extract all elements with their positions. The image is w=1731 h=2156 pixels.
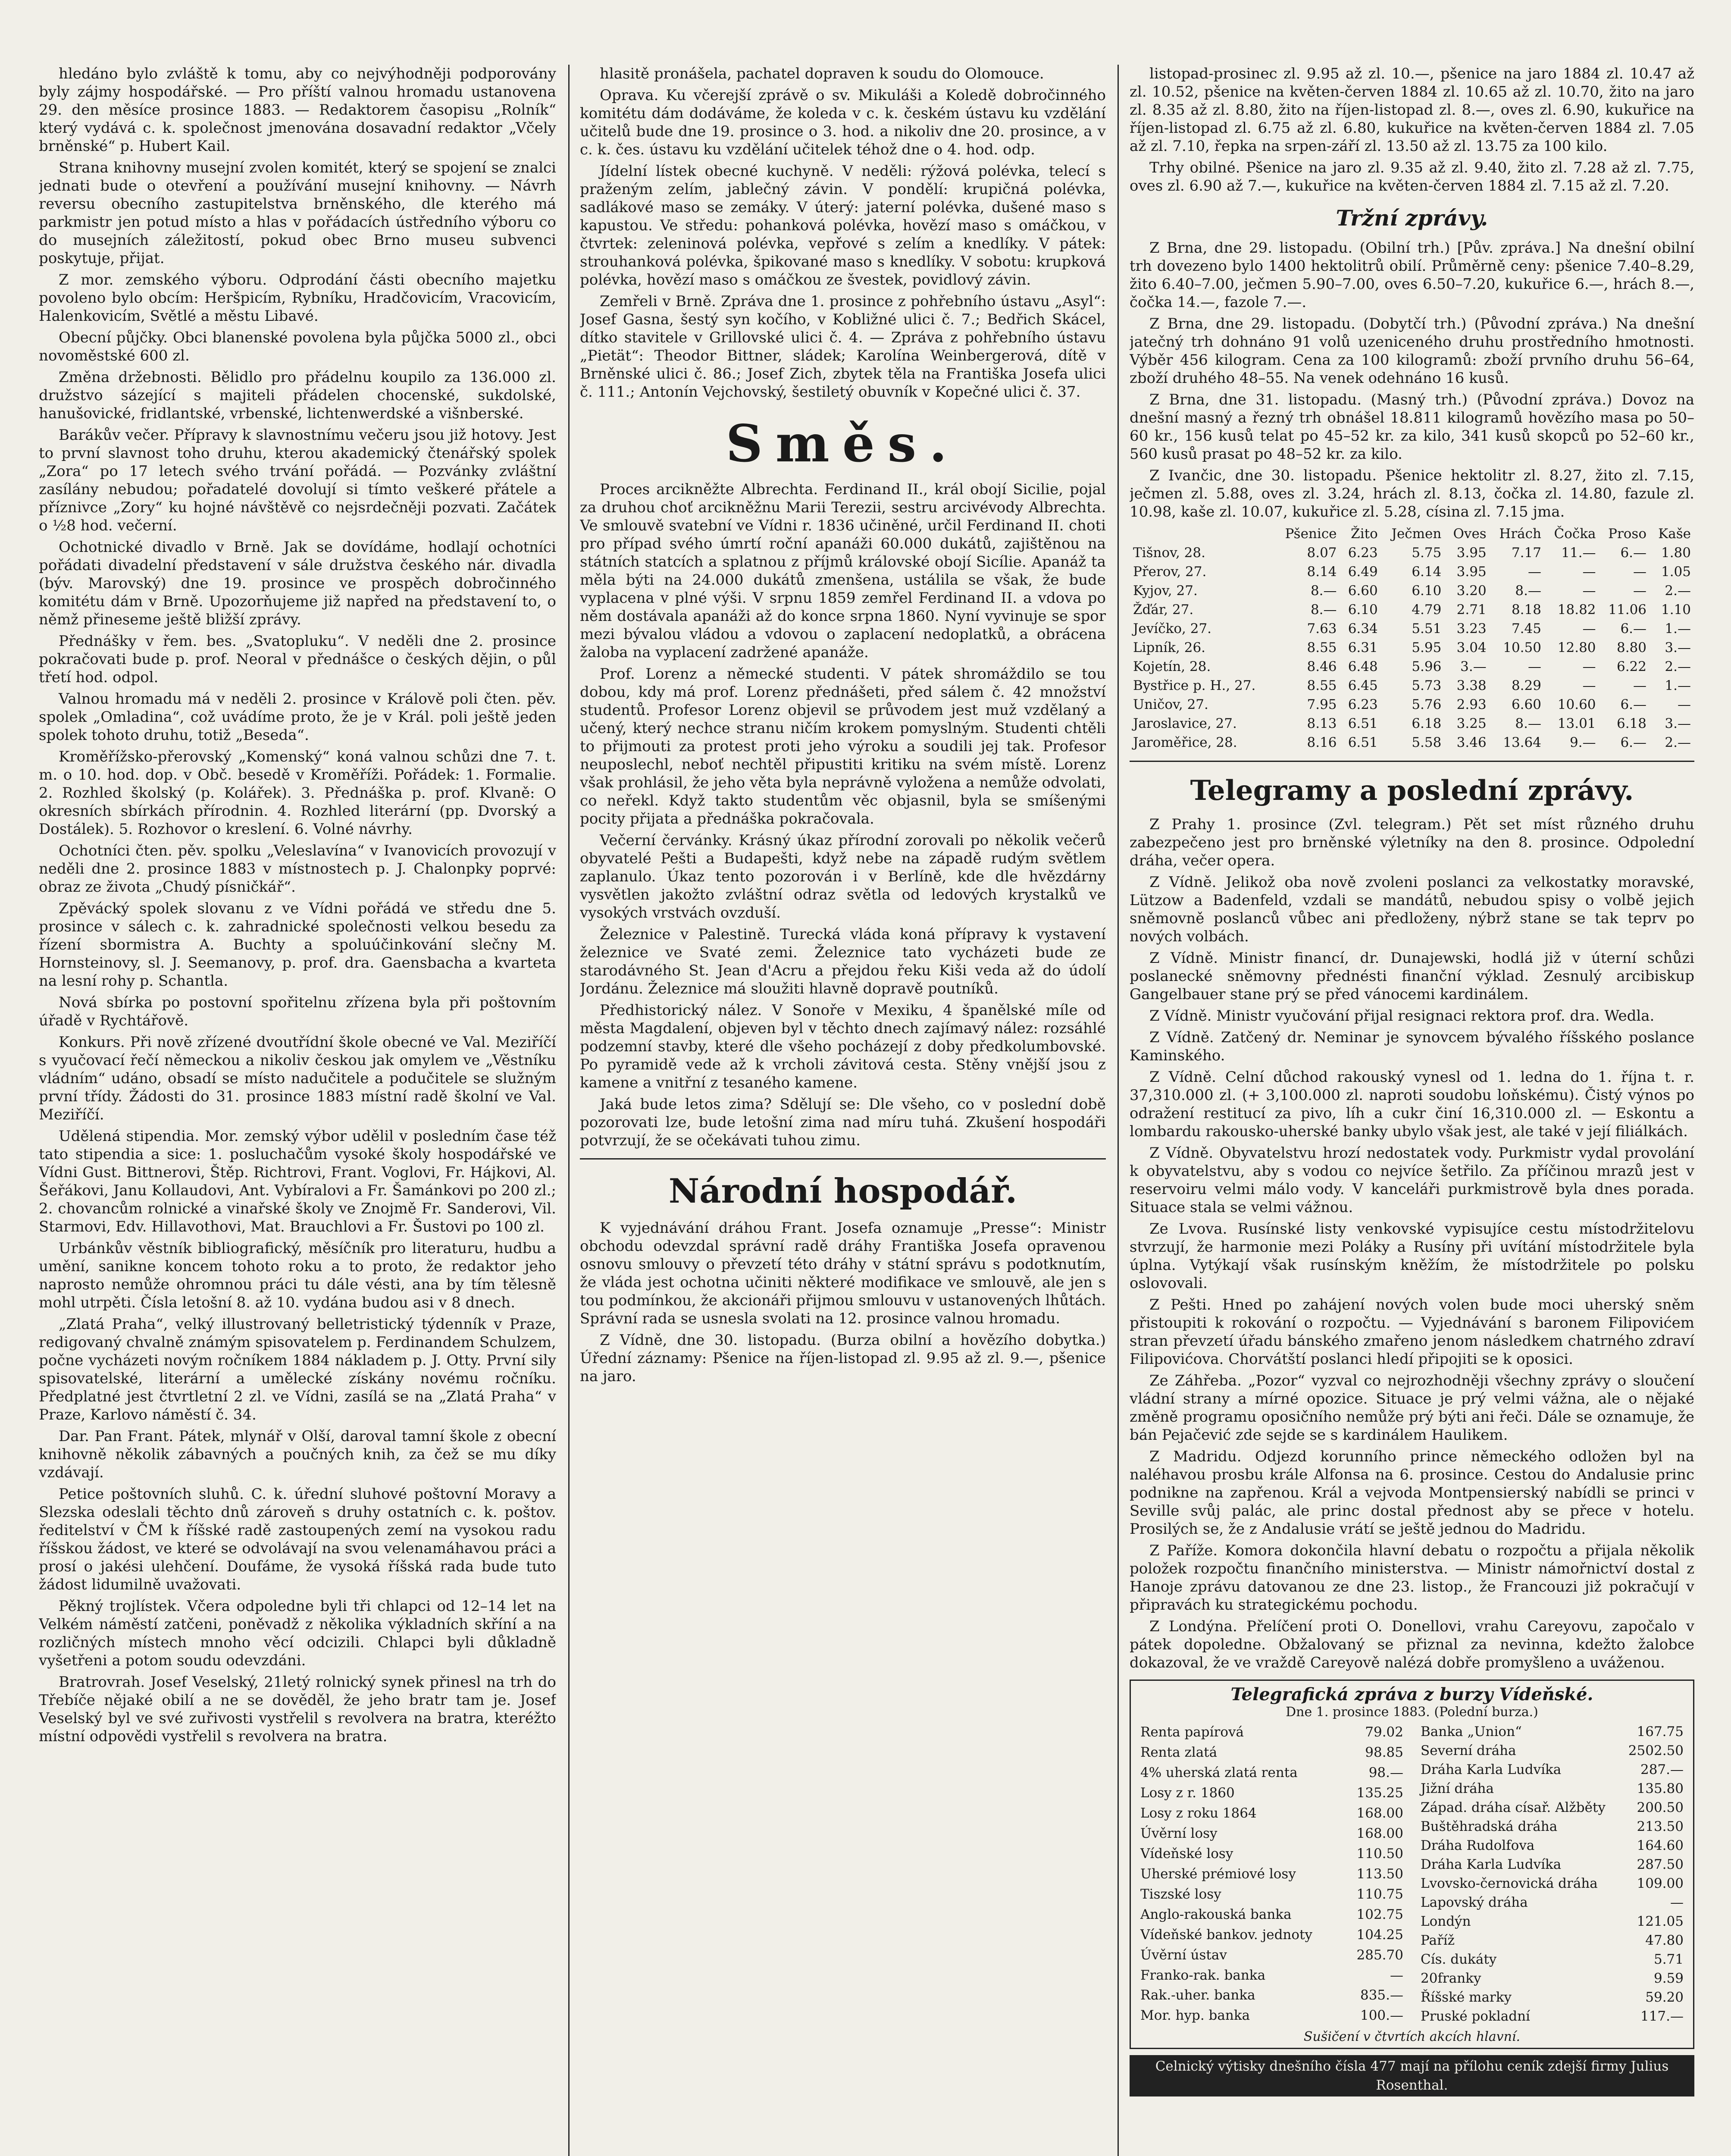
article-paragraph: Z mor. zemského výboru. Odprodání části obecního majetku povoleno bylo obcím: Heršpicím, Rybníku, Hradčovicím, Vracovicím, Halenkovicím, Světlé a městu Libavé. xyxy=(39,271,556,325)
article-paragraph: Ze Záhřeba. „Pozor“ vyzval co nejrozhodněji všechny zprávy o sloučení vládní strany a mírné opozice. Situace je prý velmi vážna, ale o nějaké změně programu oposičního nemůže prý býti ani řeči. Dále se oznamuje, že bán Pejačević zde sejde se s kardinálem Haulikem. xyxy=(1130,1372,1694,1444)
table-header-cell xyxy=(1130,524,1274,543)
article-paragraph: Urbánkův věstník bibliografický, měsíčník pro literaturu, hudbu a umění, sanikne koncem tohoto roku a to proto, že redaktor jeho naprosto nemůže ohromnou práci tu dále vésti, ana by tím tělesně mohl utrpěti. Čísla letošní 8. až 10. vydána budou asi v 8 dnech. xyxy=(39,1240,556,1311)
table-cell: 3.23 xyxy=(1456,621,1487,636)
table-cell: Lipník, 26. xyxy=(1133,640,1206,655)
economy-news xyxy=(580,1219,1106,1385)
table-cell: Říšské marky xyxy=(1421,1990,1512,2005)
table-cell: 13.01 xyxy=(1557,716,1596,731)
table-cell: — xyxy=(1528,659,1541,674)
table-row xyxy=(1137,1965,1407,1985)
table-cell: 6.22 xyxy=(1616,659,1647,674)
table-row xyxy=(1130,714,1694,733)
table-cell: Vídeňské bankov. jednoty xyxy=(1140,1927,1313,1943)
table-cell: 8.16 xyxy=(1307,735,1337,750)
table-header-cell: Pšenice xyxy=(1285,526,1337,542)
table-row xyxy=(1417,1741,1687,1760)
table-cell: 9.59 xyxy=(1653,1971,1684,1986)
market-price-table xyxy=(1130,524,1694,752)
table-cell: 98.— xyxy=(1368,1765,1403,1781)
table-cell: 6.18 xyxy=(1616,716,1647,731)
article-paragraph: Z Paříže. Komora dokončila hlavní debatu o rozpočtu a přijala několik položek rozpočtu finančního ministerstva. — Ministr námořnictví dostal z Hanoje zprávu datovanou ze dne 23. listop., že Francouzi již pokračují v připravách ku strategickému pochodu. xyxy=(1130,1542,1694,1614)
table-cell: Paříž xyxy=(1421,1933,1455,1948)
table-cell: 3.04 xyxy=(1456,640,1487,655)
market-reports xyxy=(1130,239,1694,521)
article-paragraph: Z Brna, dne 31. listopadu. (Masný trh.) (Původní zpráva.) Dovoz na dnešní masný a řezný trh obnášel 18.811 kilogramů hovězího masa po 50–60 kr., 156 kusů telat po 45–52 kr. za kilo, 341 kusů skopců po 52–60 kr., 560 kusů prasat po 48–52 kr. za kilo. xyxy=(1130,391,1694,463)
table-cell: 104.25 xyxy=(1356,1927,1403,1943)
table-cell: 168.00 xyxy=(1356,1826,1403,1842)
table-cell: Severní dráha xyxy=(1421,1743,1516,1758)
table-cell: 287.— xyxy=(1640,1762,1684,1777)
table-cell: 3.20 xyxy=(1456,583,1487,599)
table-cell: — xyxy=(1582,621,1596,636)
table-header-cell: Oves xyxy=(1453,526,1487,542)
article-paragraph: Změna držebnosti. Bělidlo pro přádelnu koupilo za 136.000 zl. družstvo sázející s majiteli přádelen chocenské, sukdolské, hanušovické, fridlantské, vrbenské, lichtenwerdské a višnberské. xyxy=(39,369,556,422)
supplement-notice: Celnický výtisky dnešního čísla 477 mají na přílohu ceník zdejší firmy Julius Rosenthal. xyxy=(1130,2055,1694,2096)
table-row xyxy=(1137,1803,1407,1824)
table-cell: 6.51 xyxy=(1348,735,1378,750)
table-cell: 8.18 xyxy=(1511,602,1541,617)
table-cell: 100.— xyxy=(1360,2008,1403,2024)
exchange-note: Sušičení v čtvrtích akcích hlavní. xyxy=(1303,2029,1521,2044)
article-paragraph: Barákův večer. Přípravy k slavnostnímu večeru jsou již hotovy. Jest to první slavnost toho druhu, kterou akademický čtenářský spolek „Zora“ po 17 letech svého trvání pořádá. — Pozvánky zvláštní zasílány nebudou; pořadatelé dovolují si tímto veškeré přátele a příznivce „Zory“ ku hojné návštěvě co nejsrdečněji pozvati. Začátek o ½8 hod. večerní. xyxy=(39,426,556,534)
table-cell: 5.73 xyxy=(1412,678,1442,693)
table-cell: Žďár, 27. xyxy=(1133,602,1194,617)
table-cell: 1.10 xyxy=(1661,602,1691,617)
table-header-cell: Ječmen xyxy=(1391,526,1442,542)
table-cell: 3.— xyxy=(1460,659,1487,674)
table-cell: 6.— xyxy=(1620,621,1647,636)
table-cell: Losy z r. 1860 xyxy=(1140,1785,1235,1801)
table-cell: 13.64 xyxy=(1503,735,1541,750)
grain-prices xyxy=(1130,65,1694,195)
article-paragraph: Z Vídně. Jelikož oba nově zvoleni poslanci za velkostatky moravské, Lützow a Badenfeld, vzdali se mandátů, nebudou spisy o volbě jejich sněmovně poslanců vůbec ani předloženy, nýbrž stane se tak teprv po nových volbách. xyxy=(1130,874,1694,945)
table-cell: 2.— xyxy=(1665,735,1691,750)
table-cell: 8.55 xyxy=(1307,678,1337,693)
table-cell: 6.10 xyxy=(1412,583,1442,599)
table-row xyxy=(1130,543,1694,562)
table-cell: 5.75 xyxy=(1412,545,1442,561)
article-paragraph: Předhistorický nález. V Sonoře v Mexiku, 4 španělské míle od města Magdalení, objeven byl v těchto dnech zajímavý nález: rozsáhlé podzemní stavby, které dle všeho pocházejí z doby předkolumbovské. Po pyramidě vede až k vrcholi závitová cesta. Stěny vnější jsou z kamene a vnitřní z tesaného kamene. xyxy=(580,1002,1106,1091)
article-paragraph: Z Vídně. Ministr vyučování přijal resignaci rektora prof. dra. Wedla. xyxy=(1149,1007,1655,1025)
table-cell: — xyxy=(1528,564,1541,580)
table-cell: 121.05 xyxy=(1637,1914,1684,1929)
table-cell: 5.71 xyxy=(1653,1952,1684,1967)
table-cell: 47.80 xyxy=(1645,1933,1684,1948)
table-cell: 109.00 xyxy=(1637,1876,1684,1891)
table-row xyxy=(1137,1924,1407,1945)
article-paragraph: Z Vídně. Obyvatelstvu hrozí nedostatek vody. Purkmistr vydal provolání k obyvatelstvu, aby s vodou co nejvíce šetřilo. Za příčinou mrazů jest v reservoiru velmi málo vody. V kanceláři purkmistrově byla dnes porada. Situace stala se velmi vážnou. xyxy=(1130,1144,1694,1216)
table-cell: 135.80 xyxy=(1637,1781,1684,1796)
table-header-cell: Čočka xyxy=(1554,526,1596,542)
article-paragraph: Z Londýna. Přelíčení proti O. Donellovi, vrahu Careyovu, započalo v pátek dopoledne. Obžalovaný se přiznal za nevinna, kdežto žalobce dokazoval, že ve vraždě Careyově nalézá dobře promyšleno a uváženou. xyxy=(1130,1618,1694,1671)
table-cell: Lapovský dráha xyxy=(1421,1895,1528,1910)
table-cell: 6.51 xyxy=(1348,716,1378,731)
table-cell: 7.95 xyxy=(1307,697,1337,712)
table-cell: Losy z roku 1864 xyxy=(1140,1805,1257,1821)
column-left xyxy=(39,65,556,2156)
article-paragraph: Nová sbírka po postovní spořitelnu zřízena byla při poštovním úřadě v Rychtářově. xyxy=(39,994,556,1029)
table-cell: 11.— xyxy=(1561,545,1596,561)
table-cell: 6.— xyxy=(1620,697,1647,712)
table-cell: 8.80 xyxy=(1616,640,1647,655)
table-cell: 1.05 xyxy=(1661,564,1691,580)
table-cell: 7.17 xyxy=(1511,545,1541,561)
table-cell: 6.60 xyxy=(1348,583,1378,599)
article-paragraph: Z Brna, dne 29. listopadu. (Obilní trh.) [Pův. zpráva.] Na dnešní obilní trh dovezeno bylo 1400 hektolitrů obilí. Průměrně ceny: pšenice 7.40–8.29, žito 6.40–7.00, ječmen 5.90–7.00, oves 6.50–7.20, kukuřice 6.—, hrách 8.—, čočka 14.—, fazole 7.—. xyxy=(1130,239,1694,311)
article-paragraph: Pěkný trojlístek. Včera odpoledne byli tři chlapci od 12–14 let na Velkém náměstí zatčeni, poněvadž z několika výkladních skříní a na rozličných místech mnoho věcí odcizili. Chlapci byli důkladně vyšetřeni a potom soudu odevzdáni. xyxy=(39,1598,556,1669)
article-paragraph: Z Brna, dne 29. listopadu. (Dobytčí trh.) (Původní zpráva.) Na dnešní jatečný trh dohnáno 91 volů uzeniceného druhu prostředního hmotnosti. Výběr 456 kilogram. Cena za 100 kilogramů: zboží prvního druhu 56–64, zboží druhého 48–55. Na venek odehnáno 16 kusů. xyxy=(1130,315,1694,387)
table-cell: 285.70 xyxy=(1356,1947,1403,1963)
table-cell: Renta papírová xyxy=(1140,1724,1244,1740)
table-cell: Úvěrní losy xyxy=(1140,1826,1218,1842)
table-cell: Dráha Karla Ludvíka xyxy=(1421,1857,1562,1872)
article-paragraph: Proces arcikněžte Albrechta. Ferdinand II., král obojí Sicilie, pojal za druhou choť arcikněžnu Marii Terezii, sestru arcivévody Albrechta. Ve smlouvě svatební ve Vídni r. 1836 učiněné, určil Ferdinand II. choti pro případ svého úmrtí roční apanáži 60.000 dukátů, zajištěnou na státních statcích a splatnou z příjmů královské obojí Sicílie. Apanáž ta měla býti na 24.000 dukátů zmenšena, ustálila se však, že bude vyplacena v plné výši. V srpnu 1859 zemřel Ferdinand II. a vdova po něm dostávala apanáži až do konce srpna 1860. Nyní vyvinuje se spor mezi bývalou vládou a vdovou o zaplacení nedoplatků, a obrácena žaloba na vyplacení zadržené apanáže. xyxy=(580,481,1106,661)
table-cell: 2502.50 xyxy=(1628,1743,1684,1758)
table-cell: 168.00 xyxy=(1356,1805,1403,1821)
table-cell: 110.50 xyxy=(1356,1846,1403,1861)
article-paragraph: Trhy obilné. Pšenice na jaro zl. 9.35 až zl. 9.40, žito zl. 7.28 až zl. 7.75, oves zl. 6.90 až 7.—, kukuřice na květen-červen 1884 zl. 7.15 až zl. 7.20. xyxy=(1130,159,1694,194)
table-header-cell: Proso xyxy=(1608,526,1647,542)
table-cell: — xyxy=(1582,564,1596,580)
table-cell: 167.75 xyxy=(1637,1724,1684,1739)
article-paragraph: Valnou hromadu má v neděli 2. prosince v Králově poli čten. pěv. spolek „Omladina“, což uvádíme proto, že je v Král. poli ještě jeden spolek tohoto druhu, totiž „Beseda“. xyxy=(39,690,556,744)
table-cell: Kojetín, 28. xyxy=(1133,659,1211,674)
table-cell: 6.34 xyxy=(1348,621,1378,636)
table-row xyxy=(1417,1760,1687,1779)
table-cell: Pruské pokladní xyxy=(1421,2009,1530,2024)
table-cell: 135.25 xyxy=(1356,1785,1403,1801)
table-cell: Bystřice p. H., 27. xyxy=(1133,678,1256,693)
article-paragraph: Z Madridu. Odjezd korunního prince německého odložen byl na naléhavou prosbu krále Alfonsa na 6. prosince. Cestou do Andalusie princ podnikne na zapřenou. Král a vejvoda Montpensierský nabídli se princi v Seville svůj palác, ale princ dostal přednost aby se přece v hotelu. Prosilých se, že z Andalusie vrátí se ještě jednou do Madridu. xyxy=(1130,1448,1694,1538)
article-paragraph: Jídelní lístek obecné kuchyně. V neděli: rýžová polévka, telecí s praženým zelím, jablečný závin. V pondělí: krupičná polévka, sadlákové maso se zemáky. V úterý: jaterní polévka, dušené maso s kapustou. Ve středu: pohanková polévka, hovězí maso s omáčkou, v čtvrtek: zeleninová polévka, vepřové s zelím a knedlíky. V pátek: strouhanková polévka, špikované maso s knedlíky. V sobotu: krupková polévka, hovězí maso s omáčkou ze švestek, povidlový závin. xyxy=(580,163,1106,288)
column-right xyxy=(1130,65,1694,2156)
article-paragraph: Konkurs. Při nově zřízené dvoutřídní škole obecné ve Val. Meziříčí s vyučovací řečí německou a nikoliv českou jak omylem ve „Věstníku vládním“ udáno, obsadí se místo nadučitele a podučitele se služným první třídy. Žádosti do 31. prosince 1883 místní radě školní ve Val. Meziříčí. xyxy=(39,1034,556,1123)
table-cell: 7.63 xyxy=(1307,621,1337,636)
article-paragraph: Zemřeli v Brně. Zpráva dne 1. prosince z pohřebního ústavu „Asyl“: Josef Gasna, šestý syn kočího, v Kobližné ulici č. 7.; Bedřich Skácel, dítko stavitele v Grillovské ulici č. 4. — Zpráva z pohřebního ústavu „Pietät“: Theodor Bittner, sládek; Karolína Weinbergerová, dítě v Brněnské ulici č. 86.; Josef Zich, zbytek těla na Františka Josefa ulici č. 111.; Antonín Vejchovský, šestiletý obuvník v Kopečné ulici č. 37. xyxy=(580,293,1106,401)
table-cell: Dráha Rudolfova xyxy=(1421,1838,1535,1853)
table-cell: — xyxy=(1582,583,1596,599)
article-paragraph: Jaká bude letos zima? Sdělují se: Dle všeho, co v poslední době pozorovati lze, bude letošní zima nad míru tuhá. Zkušení hospodáři potvrzují, že se očekávati tuhou zimu. xyxy=(580,1096,1106,1149)
table-cell: 6.23 xyxy=(1348,697,1378,712)
article-paragraph: Bratrovrah. Josef Veselský, 21letý rolnický synek přinesl na trh do Třebíče nějaké obilí a ne se dověděl, že jeho bratr tam je. Josef Veselský byl ve své zuřivosti vystřelil s revolvera na bratra, kteréžto místní odpovědi vystřelil s revolvera na bratra. xyxy=(39,1673,556,1745)
table-cell: 6.45 xyxy=(1348,678,1378,693)
table-cell: Přerov, 27. xyxy=(1133,564,1207,580)
table-cell: 6.48 xyxy=(1348,659,1378,674)
table-row xyxy=(1417,1779,1687,1798)
table-row xyxy=(1417,1798,1687,1817)
table-row xyxy=(1137,1945,1407,1965)
table-cell: 835.— xyxy=(1360,1987,1403,2003)
table-cell: 5.58 xyxy=(1412,735,1442,750)
table-cell: — xyxy=(1678,697,1691,712)
table-cell: Lvovsko-černovická dráha xyxy=(1421,1876,1598,1891)
table-row xyxy=(1137,1742,1407,1763)
table-cell: Dráha Karla Ludvíka xyxy=(1421,1762,1562,1777)
table-cell: Jaroměřice, 28. xyxy=(1133,735,1237,750)
table-cell: 8.29 xyxy=(1511,678,1541,693)
article-paragraph: Ze Lvova. Rusínské listy venkovské vypisujíce cestu místodržitelovu stvrzují, že harmonie mezi Poláky a Rusíny při uvítání místodržitele byla úplna. Vytýkají však rusínským kněžím, že místodržitele po polsku oslovovali. xyxy=(1130,1220,1694,1292)
table-cell: 3.— xyxy=(1665,640,1691,655)
table-row xyxy=(1137,1844,1407,1864)
table-cell: Vídeňské losy xyxy=(1140,1846,1233,1861)
table-cell: 6.31 xyxy=(1348,640,1378,655)
table-cell: 287.50 xyxy=(1637,1857,1684,1872)
table-cell: 12.80 xyxy=(1557,640,1596,655)
table-cell: Západ. dráha císař. Alžběty xyxy=(1421,1800,1606,1815)
article-paragraph: „Zlatá Praha“, velký illustrovaný belletristický týdenník v Praze, redigovaný chvalně známým spisovatelem p. Ferdinandem Schulzem, počne vycházeti novým ročníkem 1884 nákladem p. J. Otty. První sily spisovatelské, literární a umělecké získány novému ročníku. Předplatné jest čtvrtletní 2 zl. ve Vídni, zasílá se na „Zlatá Praha“ v Praze, Karlovo náměstí č. 34. xyxy=(39,1316,556,1423)
divider xyxy=(1130,761,1694,762)
table-cell: — xyxy=(1582,678,1596,693)
table-cell: Kyjov, 27. xyxy=(1133,583,1198,599)
table-cell: 8.— xyxy=(1515,716,1541,731)
table-cell: 2.71 xyxy=(1456,602,1487,617)
table-cell: Jižní dráha xyxy=(1421,1781,1494,1796)
exchange-table-right xyxy=(1417,1722,1687,2026)
table-cell: 110.75 xyxy=(1356,1886,1403,1902)
table-cell: 11.06 xyxy=(1608,602,1647,617)
table-cell: Buštěhradská dráha xyxy=(1421,1819,1558,1834)
article-paragraph: Zpěvácký spolek slovanu z ve Vídni pořádá ve středu dne 5. prosince v sálech c. k. zahradnické společnosti velkou besedu za řízení sbormistra A. Buchty a spoluúčinkování slečny M. Hornsteinovy, sl. J. Seemanovy, p. prof. dra. Gaensbacha a kvarteta na lesní rohy p. Schantla. xyxy=(39,900,556,990)
table-cell: 2.— xyxy=(1665,659,1691,674)
table-row xyxy=(1137,2006,1407,2026)
table-cell: 1.— xyxy=(1665,621,1691,636)
table-cell: Tiszské losy xyxy=(1140,1886,1221,1902)
table-header-cell: Žito xyxy=(1351,526,1378,542)
table-cell: 2.— xyxy=(1665,583,1691,599)
table-cell: 4% uherská zlatá renta xyxy=(1140,1765,1298,1781)
table-cell: 10.50 xyxy=(1503,640,1541,655)
table-cell: 5.51 xyxy=(1412,621,1442,636)
table-cell: 18.82 xyxy=(1557,602,1596,617)
table-cell: Mor. hyp. banka xyxy=(1140,2008,1250,2024)
table-cell: 200.50 xyxy=(1637,1800,1684,1815)
telegrams xyxy=(1130,815,1694,1672)
exchange-title: Telegrafická zpráva z burzy Vídeňské. xyxy=(1230,1684,1593,1705)
table-row xyxy=(1417,1893,1687,1912)
table-cell: 6.60 xyxy=(1511,697,1541,712)
table-cell: 9.— xyxy=(1569,735,1596,750)
table-cell: 6.14 xyxy=(1412,564,1442,580)
table-row xyxy=(1137,1783,1407,1803)
table-cell: — xyxy=(1390,1967,1403,1983)
table-cell: 8.46 xyxy=(1307,659,1337,674)
miscellany xyxy=(580,480,1106,1150)
column-rule xyxy=(568,65,570,2156)
table-cell: Banka „Union“ xyxy=(1421,1724,1522,1739)
table-row xyxy=(1130,695,1694,714)
article-paragraph: hlasitě pronášela, pachatel dopraven k soudu do Olomouce. xyxy=(600,65,1044,82)
table-row xyxy=(1137,1763,1407,1783)
table-row xyxy=(1417,1855,1687,1874)
article-paragraph: Z Prahy 1. prosince (Zvl. telegram.) Pět set míst různého druhu zabezpečeno jest pro brněnské výletníky na den 8. prosince. Odpolední dráha, večer opera. xyxy=(1130,816,1694,869)
table-cell: 1.80 xyxy=(1661,545,1691,561)
table-cell: 8.13 xyxy=(1307,716,1337,731)
table-cell: 79.02 xyxy=(1365,1724,1403,1740)
section-heading-telegramy: Telegramy a poslední zprávy. xyxy=(1190,774,1634,807)
column-rule xyxy=(1117,65,1119,2156)
local-news xyxy=(580,65,1106,401)
table-cell: — xyxy=(1582,659,1596,674)
article-paragraph: Přednášky v řem. bes. „Svatopluku“. V neděli dne 2. prosince pokračovati bude p. prof. Neoral v přednášce o českých dějin, o půl třetí hod. odpol. xyxy=(39,633,556,686)
article-paragraph: Dar. Pan Frant. Pátek, mlynář v Olší, daroval tamní škole z obecní knihovně několik zábavných a poučných knih, za čež se mu díky vzdávají. xyxy=(39,1428,556,1481)
table-cell: 10.60 xyxy=(1557,697,1596,712)
table-cell: 113.50 xyxy=(1356,1866,1403,1882)
table-row xyxy=(1130,733,1694,752)
table-cell: 8.07 xyxy=(1307,545,1337,561)
table-cell: 8.— xyxy=(1310,602,1337,617)
article-paragraph: Z Vídně, dne 30. listopadu. (Burza obilní a hovězího dobytka.) Úřední záznamy: Pšenice na říjen-listopad zl. 9.95 až zl. 9.—, pšenice na jaro. xyxy=(580,1332,1106,1385)
table-cell: Londýn xyxy=(1421,1914,1471,1929)
article-paragraph: Večerní červánky. Krásný úkaz přírodní zorovali po několik večerů obyvatelé Pešti a Budapešti, když nebe na západě rudým světlem zaplanulo. Úkaz tento pozorován i v Berlíně, kde dle hvězdárny vysvětlen jakožto zvláštní odraz světla od ledových krystalků ve vysokých vrstvách ovzduší. xyxy=(580,832,1106,921)
table-cell: 3.95 xyxy=(1456,564,1487,580)
table-cell: 3.— xyxy=(1665,716,1691,731)
exchange-table-left xyxy=(1137,1722,1407,2026)
table-cell: 3.46 xyxy=(1456,735,1487,750)
divider xyxy=(580,1158,1106,1159)
table-cell: 1.— xyxy=(1665,678,1691,693)
table-cell: Cís. dukáty xyxy=(1421,1952,1497,1967)
table-cell: 117.— xyxy=(1640,2009,1684,2024)
table-cell: 6.49 xyxy=(1348,564,1378,580)
table-cell: 4.79 xyxy=(1412,602,1442,617)
table-cell: Anglo-rakouská banka xyxy=(1140,1906,1292,1922)
article-paragraph: listopad-prosinec zl. 9.95 až zl. 10.—, pšenice na jaro 1884 zl. 10.47 až zl. 10.52, pšenice na květen-červen 1884 zl. 10.65 až zl. 10.70, žito na jaro zl. 8.35 až zl. 8.80, žito na říjen-listopad zl. 8.—, oves zl. 6.90, kukuřice na říjen-listopad zl. 6.75 až zl. 6.80, kukuřice na květen-červen 1884 zl. 7.05 až zl. 7.10, řepka na srpen-září zl. 13.50 až zl. 13.75 za 100 kilo. xyxy=(1130,65,1694,155)
table-row xyxy=(1417,1969,1687,1988)
article-paragraph: Železnice v Palestině. Turecká vláda koná přípravy k vystavení železnice ve Svaté zemi. Železnice tato vycházeti bude ze starodávného St. Jean d'Acru a přejdou řeku Kiši veda až do údolí Jordánu. Železnice má sloužiti hlavně dopravě poutníků. xyxy=(580,926,1106,997)
table-row xyxy=(1417,1988,1687,2007)
table-cell: Úvěrní ústav xyxy=(1140,1947,1227,1963)
article-paragraph: Udělená stipendia. Mor. zemský výbor udělil v posledním čase též tato stipendia a sice: 1. posluchačům vysoké školy hospodářské ve Vídni Gust. Bittnerovi, Štěp. Richtrovi, Frant. Voglovi, Fr. Hájkovi, Al. Šeřákovi, Janu Kollaudovi, Ant. Vybíralovi a Fr. Šamánkovi po 200 zl.; 2. chovancům rolnické a vinařské školy ve Znojmě Fr. Sanderovi, Vil. Starmovi, Edv. Hillavothovi, Mat. Brauchlovi a Fr. Šustovi po 100 zl. xyxy=(39,1128,556,1235)
table-row xyxy=(1137,1904,1407,1924)
table-cell: 164.60 xyxy=(1637,1838,1684,1853)
table-cell: 8.— xyxy=(1515,583,1541,599)
exchange-subtitle: Dne 1. prosince 1883. (Polední burza.) xyxy=(1286,1705,1538,1720)
table-cell: 102.75 xyxy=(1356,1906,1403,1922)
table-cell: Tišnov, 28. xyxy=(1133,545,1205,561)
table-row xyxy=(1137,1884,1407,1904)
table-cell: 5.95 xyxy=(1412,640,1442,655)
exchange-box xyxy=(1130,1680,1694,2049)
article-paragraph: Oprava. Ku včerejší zprávě o sv. Mikuláši a Koledě dobročinného komitétu dám dodáváme, že koleda v c. k. českém ústavu ku vzdělání učitelů bude dne 19. prosince o 3. hod. a nikoliv dne 20. prosince, a v c. k. čes. ústavu ku vzdělání učitelek téhož dne o 4. hod. odp. xyxy=(580,87,1106,158)
table-cell: Uničov, 27. xyxy=(1133,697,1208,712)
table-cell: Uherské prémiové losy xyxy=(1140,1866,1296,1882)
table-cell: 3.95 xyxy=(1456,545,1487,561)
table-row xyxy=(1417,1912,1687,1931)
table-row xyxy=(1137,1722,1407,1742)
table-cell: — xyxy=(1633,564,1647,580)
table-cell: 6.— xyxy=(1620,545,1647,561)
table-cell: 20franky xyxy=(1421,1971,1481,1986)
table-row xyxy=(1130,619,1694,638)
table-row xyxy=(1130,562,1694,581)
table-cell: 59.20 xyxy=(1645,1990,1684,2005)
table-cell: 5.96 xyxy=(1412,659,1442,674)
table-header-cell: Hrách xyxy=(1499,526,1541,542)
table-row xyxy=(1417,1874,1687,1893)
table-cell: — xyxy=(1670,1895,1684,1910)
article-paragraph: Z Ivančic, dne 30. listopadu. Pšenice hektolitr zl. 8.27, žito zl. 7.15, ječmen zl. 5.88, oves zl. 3.24, hrách zl. 8.13, čočka zl. 14.80, fazule zl. 10.98, kaše zl. 10.07, kukuřice zl. 5.28, císina zl. 7.15 jma. xyxy=(1130,467,1694,520)
table-row xyxy=(1417,2007,1687,2026)
article-paragraph: Kroměřížsko-přerovský „Komenský“ koná valnou schůzi dne 7. t. m. o 10. hod. dop. v Obč. besedě v Kroměříži. Pořádek: 1. Formalie. 2. Rozhled školský (p. Kolářek). 3. Přednáška p. prof. Klvaně: O okresních sbírkách přírodnin. 4. Rozhled literární (pp. Dvorský a Dostálek). 5. Rozhovor o kreslení. 6. Volné návrhy. xyxy=(39,748,556,838)
table-row xyxy=(1130,581,1694,600)
table-cell: 213.50 xyxy=(1637,1819,1684,1834)
table-row xyxy=(1417,1931,1687,1950)
table-row xyxy=(1417,1836,1687,1855)
column-middle xyxy=(580,65,1106,2156)
table-cell: Jevíčko, 27. xyxy=(1133,621,1212,636)
table-cell: 6.23 xyxy=(1348,545,1378,561)
table-header-cell: Kaše xyxy=(1658,526,1691,542)
article-paragraph: hledáno bylo zvláště k tomu, aby co nejvýhodněji podporovány byly zájmy hospodářské. — Pro příští valnou hromadu ustanovena 29. den měsíce prosince 1883. — Redaktorem časopisu „Rolník“ který vydává c. k. společnost jmenována dosavadní redaktor „Včely brněnské“ p. Hubert Kail. xyxy=(39,65,556,155)
table-cell: Franko-rak. banka xyxy=(1140,1967,1266,1983)
table-row xyxy=(1137,1985,1407,2006)
article-paragraph: Ochotníci čten. pěv. spolku „Veleslavína“ v Ivanovicích provozují v neděli dne 2. prosince 1883 v místnostech p. J. Chalonpky poprvé: obraz ze života „Chudý písničkář“. xyxy=(39,842,556,896)
table-cell: 8.14 xyxy=(1307,564,1337,580)
table-row xyxy=(1137,1864,1407,1884)
article-paragraph: Petice poštovních sluhů. C. k. úřední sluhové poštovní Moravy a Slezska odeslali těchto dnů zároveň s druhy ostatních c. k. poštov. ředitelství v ČM k říšské radě zastoupených zemí na vysokou radu říšskou žádost, ve které se odvolávají na svou velenamáhavou práci a prosí o jakési ulehčení. Doufáme, že vysoká říšská rada bude tuto žádost lidumilně uvažovati. xyxy=(39,1485,556,1593)
table-cell: 2.93 xyxy=(1456,697,1487,712)
article-paragraph: Obecní půjčky. Obci blanenské povolena byla půjčka 5000 zl., obci novoměstské 600 zl. xyxy=(39,329,556,364)
table-cell: — xyxy=(1633,583,1647,599)
table-row xyxy=(1130,676,1694,695)
table-row xyxy=(1130,600,1694,619)
section-heading-trzni-zpravy: Tržní zprávy. xyxy=(1336,205,1488,231)
section-heading-smes: Směs. xyxy=(726,414,960,473)
section-heading-narodni-hospodar: Národní hospodář. xyxy=(668,1172,1017,1211)
table-cell: 7.45 xyxy=(1511,621,1541,636)
table-cell: Renta zlatá xyxy=(1140,1745,1218,1761)
table-cell: 98.85 xyxy=(1365,1745,1403,1761)
article-paragraph: Z Pešti. Hned po zahájení nových volen bude moci uherský sněm přistoupiti k rokování o rozpočtu. — Vyjednávání s baronem Filipovićem stran převzetí úřadu bánského zmařeno jenom následkem chatrného zdraví Filipovićova. Chorvátští poslanci hledí připojiti se k oposici. xyxy=(1130,1296,1694,1368)
table-cell: 3.38 xyxy=(1456,678,1487,693)
table-row xyxy=(1130,638,1694,657)
article-paragraph: Z Vídně. Ministr financí, dr. Dunajewski, hodlá již v úterní schůzi poslanecké sněmovny přednésti finanční výklad. Zesnulý arcibiskup Gangelbauer stane prý se před vánocemi kardinálem. xyxy=(1130,950,1694,1003)
table-cell: 6.10 xyxy=(1348,602,1378,617)
article-paragraph: Prof. Lorenz a německé studenti. V pátek shromáždilo se tou dobou, kdy má prof. Lorenz přednášeti, před sálem č. 42 množství studentů. Profesor Lorenz objevil se průvodem jest muž vzdělaný a učený, který nechce stranu ničím krokem pomyslným. Studenti chtěli to přijmouti za protest proti jeho výroku a soudili jej tak. Profesor neuposlechl, neboť nechtěl připustiti kritiku na svém místě. Lorenz však prohlásil, že jeho věta byla neprávně vyložena a nemůže odvolati, co neřekl. Když takto studentům věc objasnil, byla se smíšenými pocity přijata a přednáška pokračovala. xyxy=(580,665,1106,827)
article-paragraph: K vyjednávání dráhou Frant. Josefa oznamuje „Presse“: Ministr obchodu odevzdal správní radě dráhy Františka Josefa opravenou osnovu smlouvy o převzetí této dráhy v státní správu s podotknutím, že vláda jest ochotna učiniti některé modifikace ve smlouvě, ale jen s tou podmínkou, že akcionáři přijmou smlouvu v ustanovených lhůtách. Správní rada se usnesla svolati na 12. prosince valnou hromadu. xyxy=(580,1219,1106,1327)
article-paragraph: Strana knihovny musejní zvolen komitét, který se spojení se znalci jednati bude o otevření a používání musejní knihovny. — Návrh reversu obecního zastupitelstva brněnského, dle kterého má parkmistr jen potud místo a hlas v pořádacích ústředního výboru co do musejních záležitostí, pokud obec Brno museu subvenci poskytuje, přijat. xyxy=(39,159,556,267)
table-cell: 5.76 xyxy=(1412,697,1442,712)
table-cell: 3.25 xyxy=(1456,716,1487,731)
article-paragraph: Z Vídně. Zatčený dr. Neminar je synovcem bývalého říšského poslance Kaminského. xyxy=(1130,1029,1694,1064)
article-paragraph: Z Vídně. Celní důchod rakouský vynesl od 1. ledna do 1. října t. r. 37,310.000 zl. (+ 3,100.000 zl. naproti soudobu loňskému). Čistý výnos po odražení restitucí za pivo, líh a cukr činí 16,310.000 zl. — Eskontu a lombardu rakousko-uherské banky ubylo však jest, ale také v její filiálkách. xyxy=(1130,1069,1694,1140)
table-row xyxy=(1417,1722,1687,1741)
article-paragraph: Ochotnické divadlo v Brně. Jak se dovídáme, hodlají ochotníci pořádati divadelní představení v sále družstva českého nár. divadla (býv. Marovský) dne 19. prosince ve prospěch dobročinného komitétu dám v Brně. Upozorňujeme již napřed na představení to, o němž přineseme ještě bližší zprávy. xyxy=(39,539,556,628)
table-cell: 6.18 xyxy=(1412,716,1442,731)
table-cell: 8.— xyxy=(1310,583,1337,599)
table-cell: Rak.-uher. banka xyxy=(1140,1987,1255,2003)
table-row xyxy=(1130,657,1694,676)
table-row xyxy=(1137,1824,1407,1844)
table-cell: — xyxy=(1633,678,1647,693)
table-cell: 6.— xyxy=(1620,735,1647,750)
table-row xyxy=(1417,1950,1687,1969)
table-cell: Jaroslavice, 27. xyxy=(1133,716,1237,731)
table-row xyxy=(1417,1817,1687,1836)
table-cell: 8.55 xyxy=(1307,640,1337,655)
